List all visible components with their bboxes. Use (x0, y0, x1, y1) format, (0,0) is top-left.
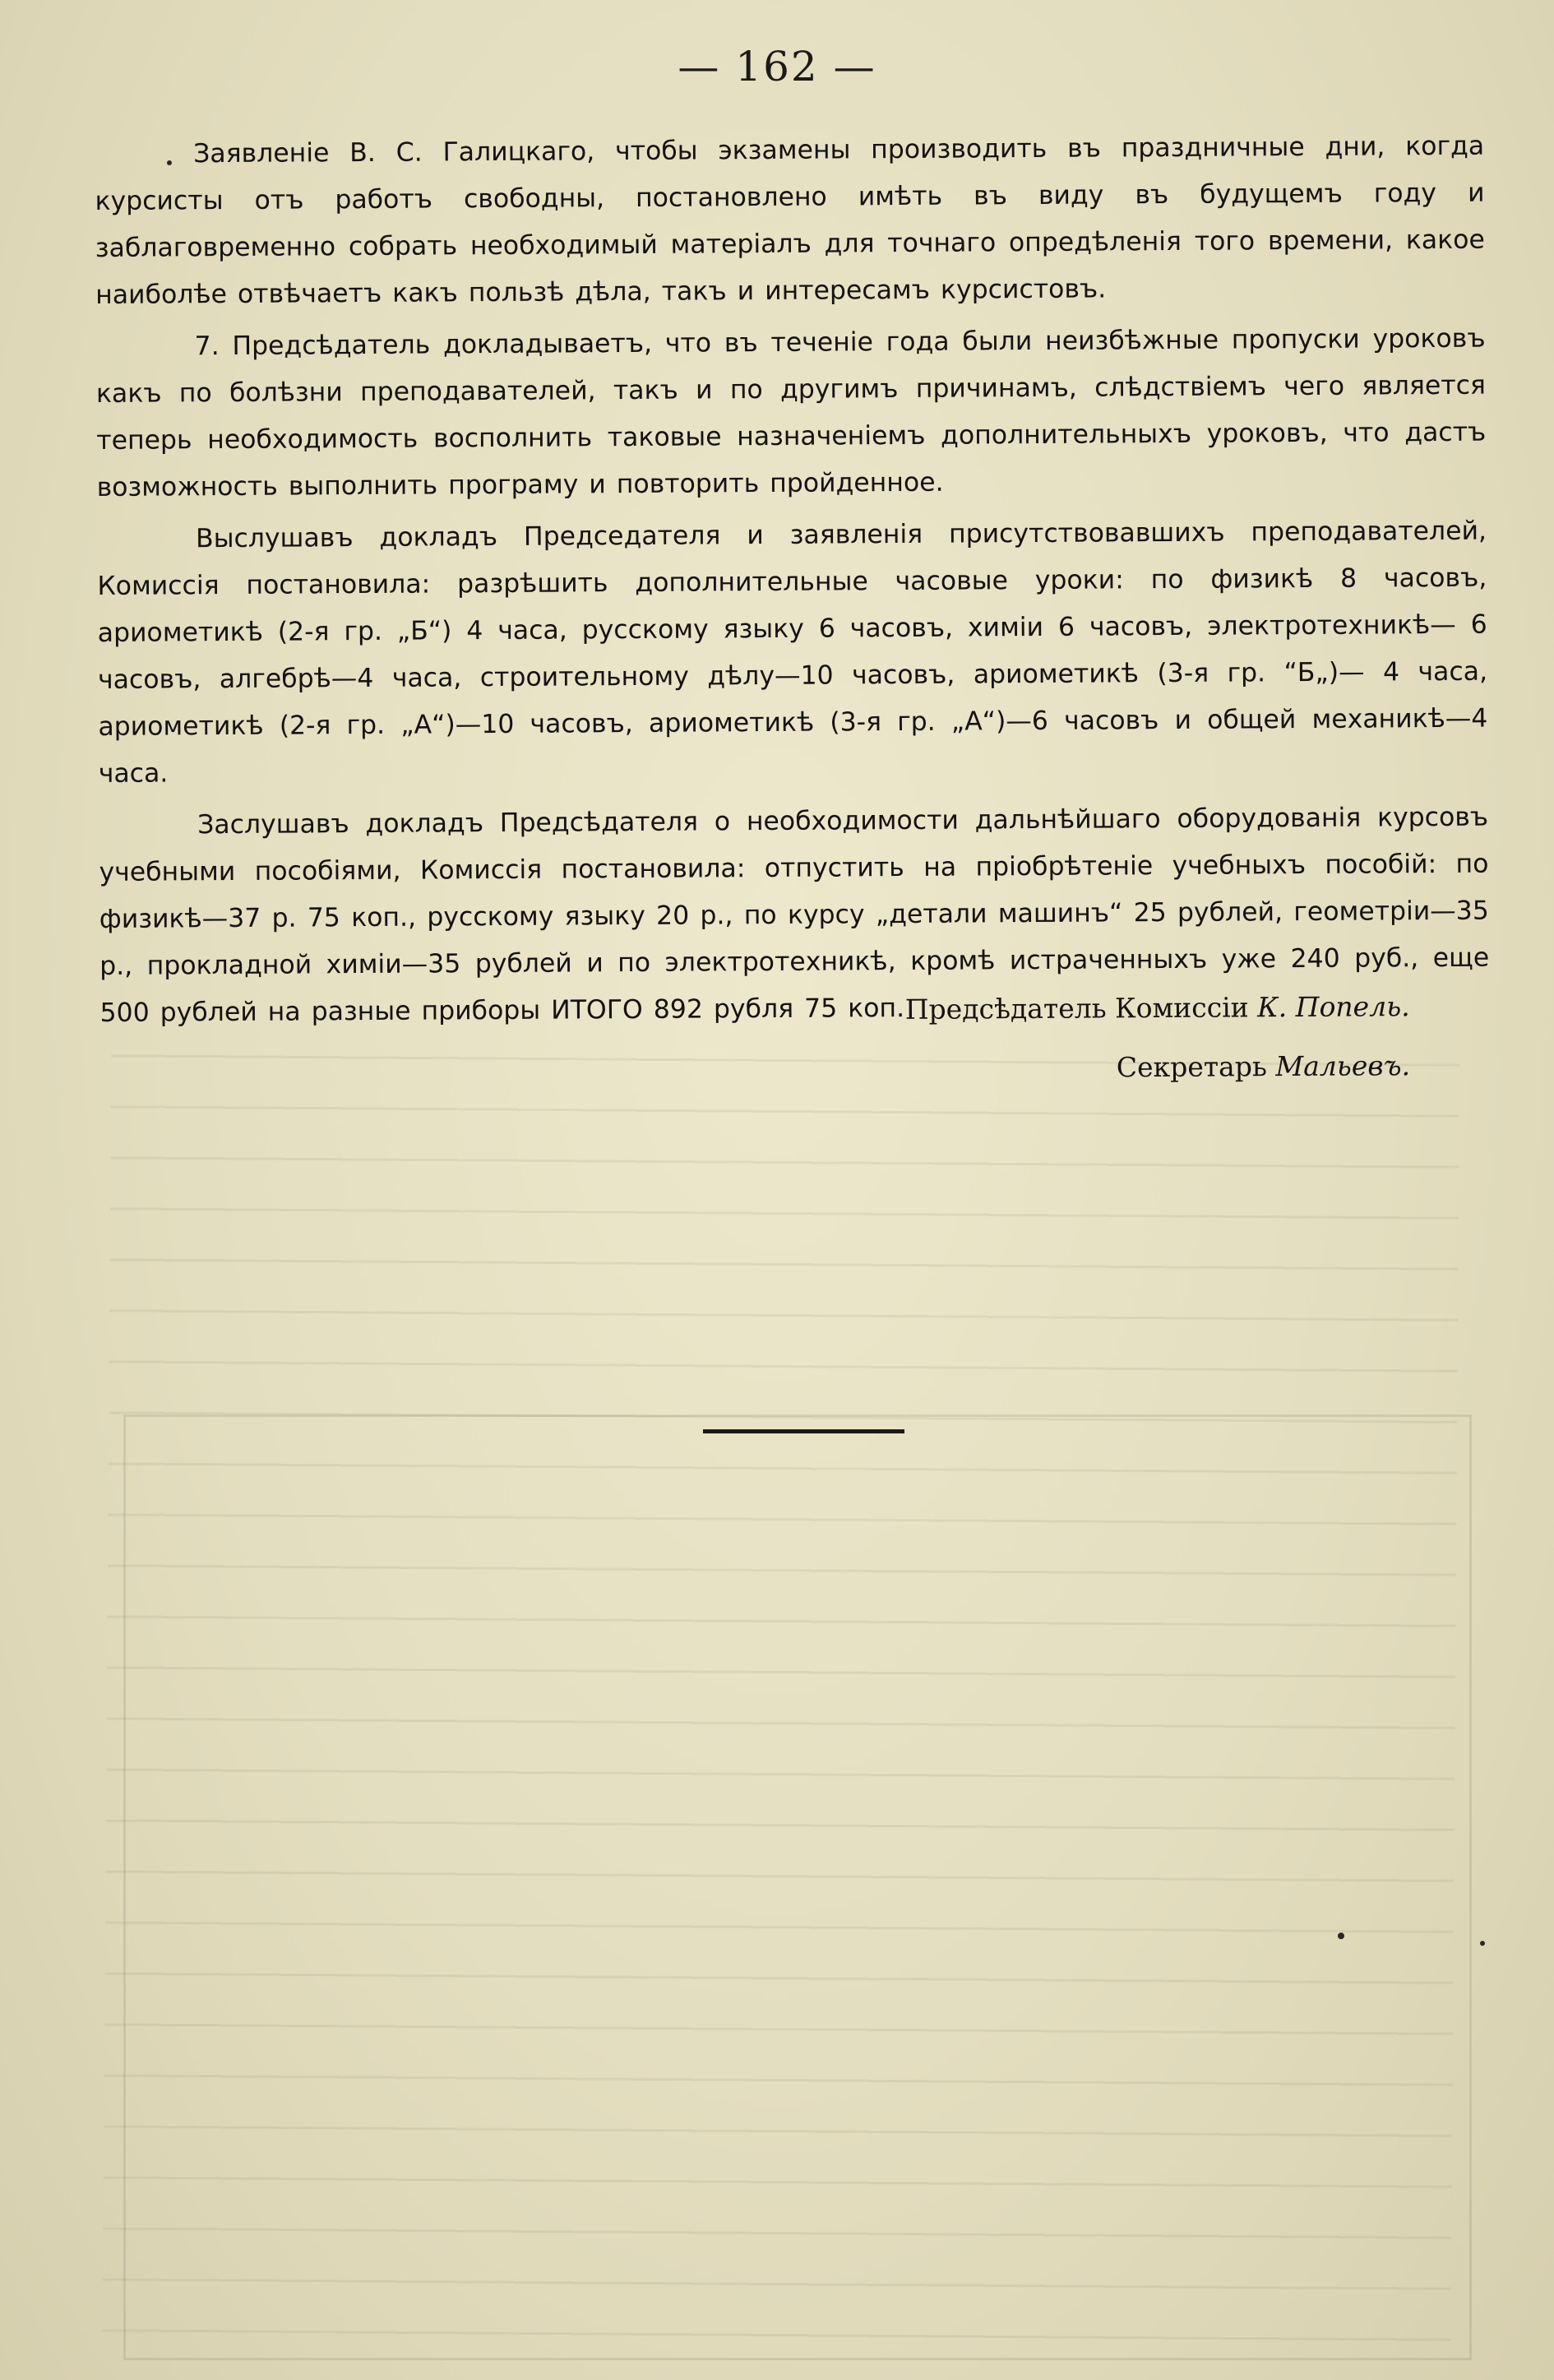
paragraph-teaching-aids: Заслушавъ докладъ Предсѣдателя о необходимости дальнѣйшаго оборудованія курсовъ учебными пособіями, Комиссія постановила: отпустить на пріобрѣтеніе учебныхъ пособій: по физикѣ—37 р. 75 коп., русскому языку 20 р., по курсу „детали машинъ“ 25 рублей, геометріи—35 р., прокладной химіи—35 рублей и по электротехникѣ, кромѣ истраченныхъ уже 240 руб., еще 500 рублей на разные приборы ИТОГО 892 рубля 75 коп. (99, 802, 1490, 1028)
secretary-signature (905, 1036, 1410, 1099)
secretary-title: Секретарь (1116, 1050, 1268, 1084)
signature-block (905, 977, 1411, 1099)
closing-rule (703, 1429, 904, 1433)
page-number: — 162 — (678, 43, 876, 90)
chairman-signature (905, 977, 1410, 1040)
document-body (95, 123, 1490, 1042)
secretary-name: Мальевъ. (1275, 1049, 1411, 1083)
paragraph-extra-lessons: Выслушавъ докладъ Председателя и заявленія присутствовавшихъ преподавателей, Комиссія постановила: разрѣшить дополнительные часовые уроки: по физикѣ 8 часовъ, ариометикѣ (2-я гр. „Б“) 4 часа, русскому языку 6 часовъ, химіи 6 часовъ, электротехникѣ— 6 часовъ, алгебрѣ—4 часа, строительному дѣлу—10 часовъ, ариометикѣ (3-я гр. “Б„)— 4 часа, ариометикѣ (2-я гр. „А“)—10 часовъ, ариометикѣ (3-я гр. „А“)—6 часовъ и общей механикѣ—4 часа. (97, 516, 1488, 789)
paragraph-item-7: 7. Предсѣдатель докладываетъ, что въ теченіе года были неизбѣжные пропуски уроковъ какъ по болѣзни преподавателей, такъ и по другимъ причинамъ, слѣдствіемъ чего является теперь необходимость восполнить таковые назначеніемъ дополнительныхъ уроковъ, что дастъ возможность выполнить програму и повторить пройденное. (95, 323, 1487, 502)
ink-speck (1338, 1933, 1344, 1939)
paragraph-exam-statement: Заявленіе В. С. Галицкаго, чтобы экзамены производить въ праздничные дни, когда курсисты отъ работъ свободны, постановлено имѣть въ виду въ будущемъ году и заблаговременно собрать необходимый матеріалъ для точнаго опредѣленія того времени, какое наиболѣе отвѣчаетъ какъ пользѣ дѣла, такъ и интересамъ курсистовъ. (95, 131, 1485, 310)
chairman-name: К. Попель. (1257, 990, 1410, 1024)
ink-speck (167, 160, 172, 165)
bleed-through-table (123, 1415, 1472, 2360)
ink-speck (1480, 1941, 1485, 1946)
chairman-title: Предсѣдатель Комиссіи (904, 991, 1249, 1026)
